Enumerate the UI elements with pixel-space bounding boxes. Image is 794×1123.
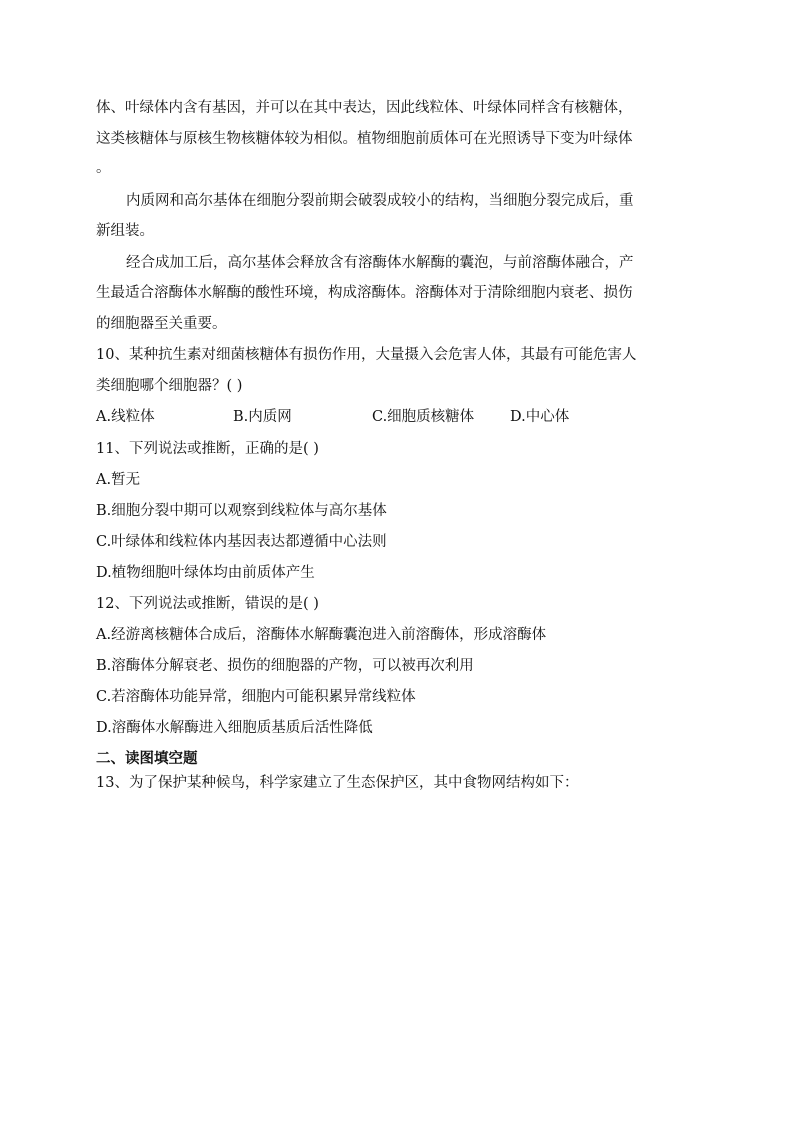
option-b: B.溶酶体分解衰老、损伤的细胞器的产物，可以被再次利用 (96, 658, 474, 674)
option-a: A.经游离核糖体合成后，溶酶体水解酶囊泡进入前溶酶体，形成溶酶体 (96, 627, 547, 643)
passage-line: 经合成加工后，高尔基体会释放含有溶酶体水解酶的囊泡，与前溶酶体融合，产 (126, 255, 634, 271)
question-13-stem: 13、为了保护某种候鸟，科学家建立了生态保护区，其中食物网结构如下： (96, 775, 579, 791)
option-a: A.线粒体 (96, 409, 155, 425)
option-a: A.暂无 (96, 472, 141, 488)
passage-line: 这类核糖体与原核生物核糖体较为相似。植物细胞前质体可在光照诱导下变为叶绿体 (96, 131, 633, 147)
option-c: C.若溶酶体功能异常，细胞内可能积累异常线粒体 (96, 689, 416, 705)
passage-line: 生最适合溶酶体水解酶的酸性环境，构成溶酶体。溶酶体对于清除细胞内衰老、损伤 (96, 285, 633, 301)
question-12-stem: 12、下列说法或推断，错误的是( ) (96, 596, 319, 612)
question-10-stem: 类细胞哪个细胞器？( ) (96, 378, 243, 394)
section-heading: 二、读图填空题 (96, 750, 198, 767)
option-b: B.内质网 (233, 409, 292, 425)
option-d: D.溶酶体水解酶进入细胞质基质后活性降低 (96, 720, 373, 736)
option-d: D.植物细胞叶绿体均由前质体产生 (96, 565, 315, 581)
question-10-stem: 10、某种抗生素对细菌核糖体有损伤作用，大量摄入会危害人体，其最有可能危害人 (96, 347, 637, 363)
option-c: C.叶绿体和线粒体内基因表达都遵循中心法则 (96, 534, 387, 550)
option-c: C.细胞质核糖体 (372, 409, 475, 425)
passage-line: 内质网和高尔基体在细胞分裂前期会破裂成较小的结构，当细胞分裂完成后，重 (126, 193, 634, 209)
option-d: D.中心体 (510, 409, 570, 425)
passage-line: 体、叶绿体内含有基因，并可以在其中表达，因此线粒体、叶绿体同样含有核糖体， (96, 100, 633, 116)
passage-line: 新组装。 (96, 223, 154, 239)
question-11-stem: 11、下列说法或推断，正确的是( ) (96, 441, 319, 457)
passage-line: 。 (96, 160, 111, 176)
option-b: B.细胞分裂中期可以观察到线粒体与高尔基体 (96, 503, 387, 519)
passage-line: 的细胞器至关重要。 (96, 316, 227, 332)
